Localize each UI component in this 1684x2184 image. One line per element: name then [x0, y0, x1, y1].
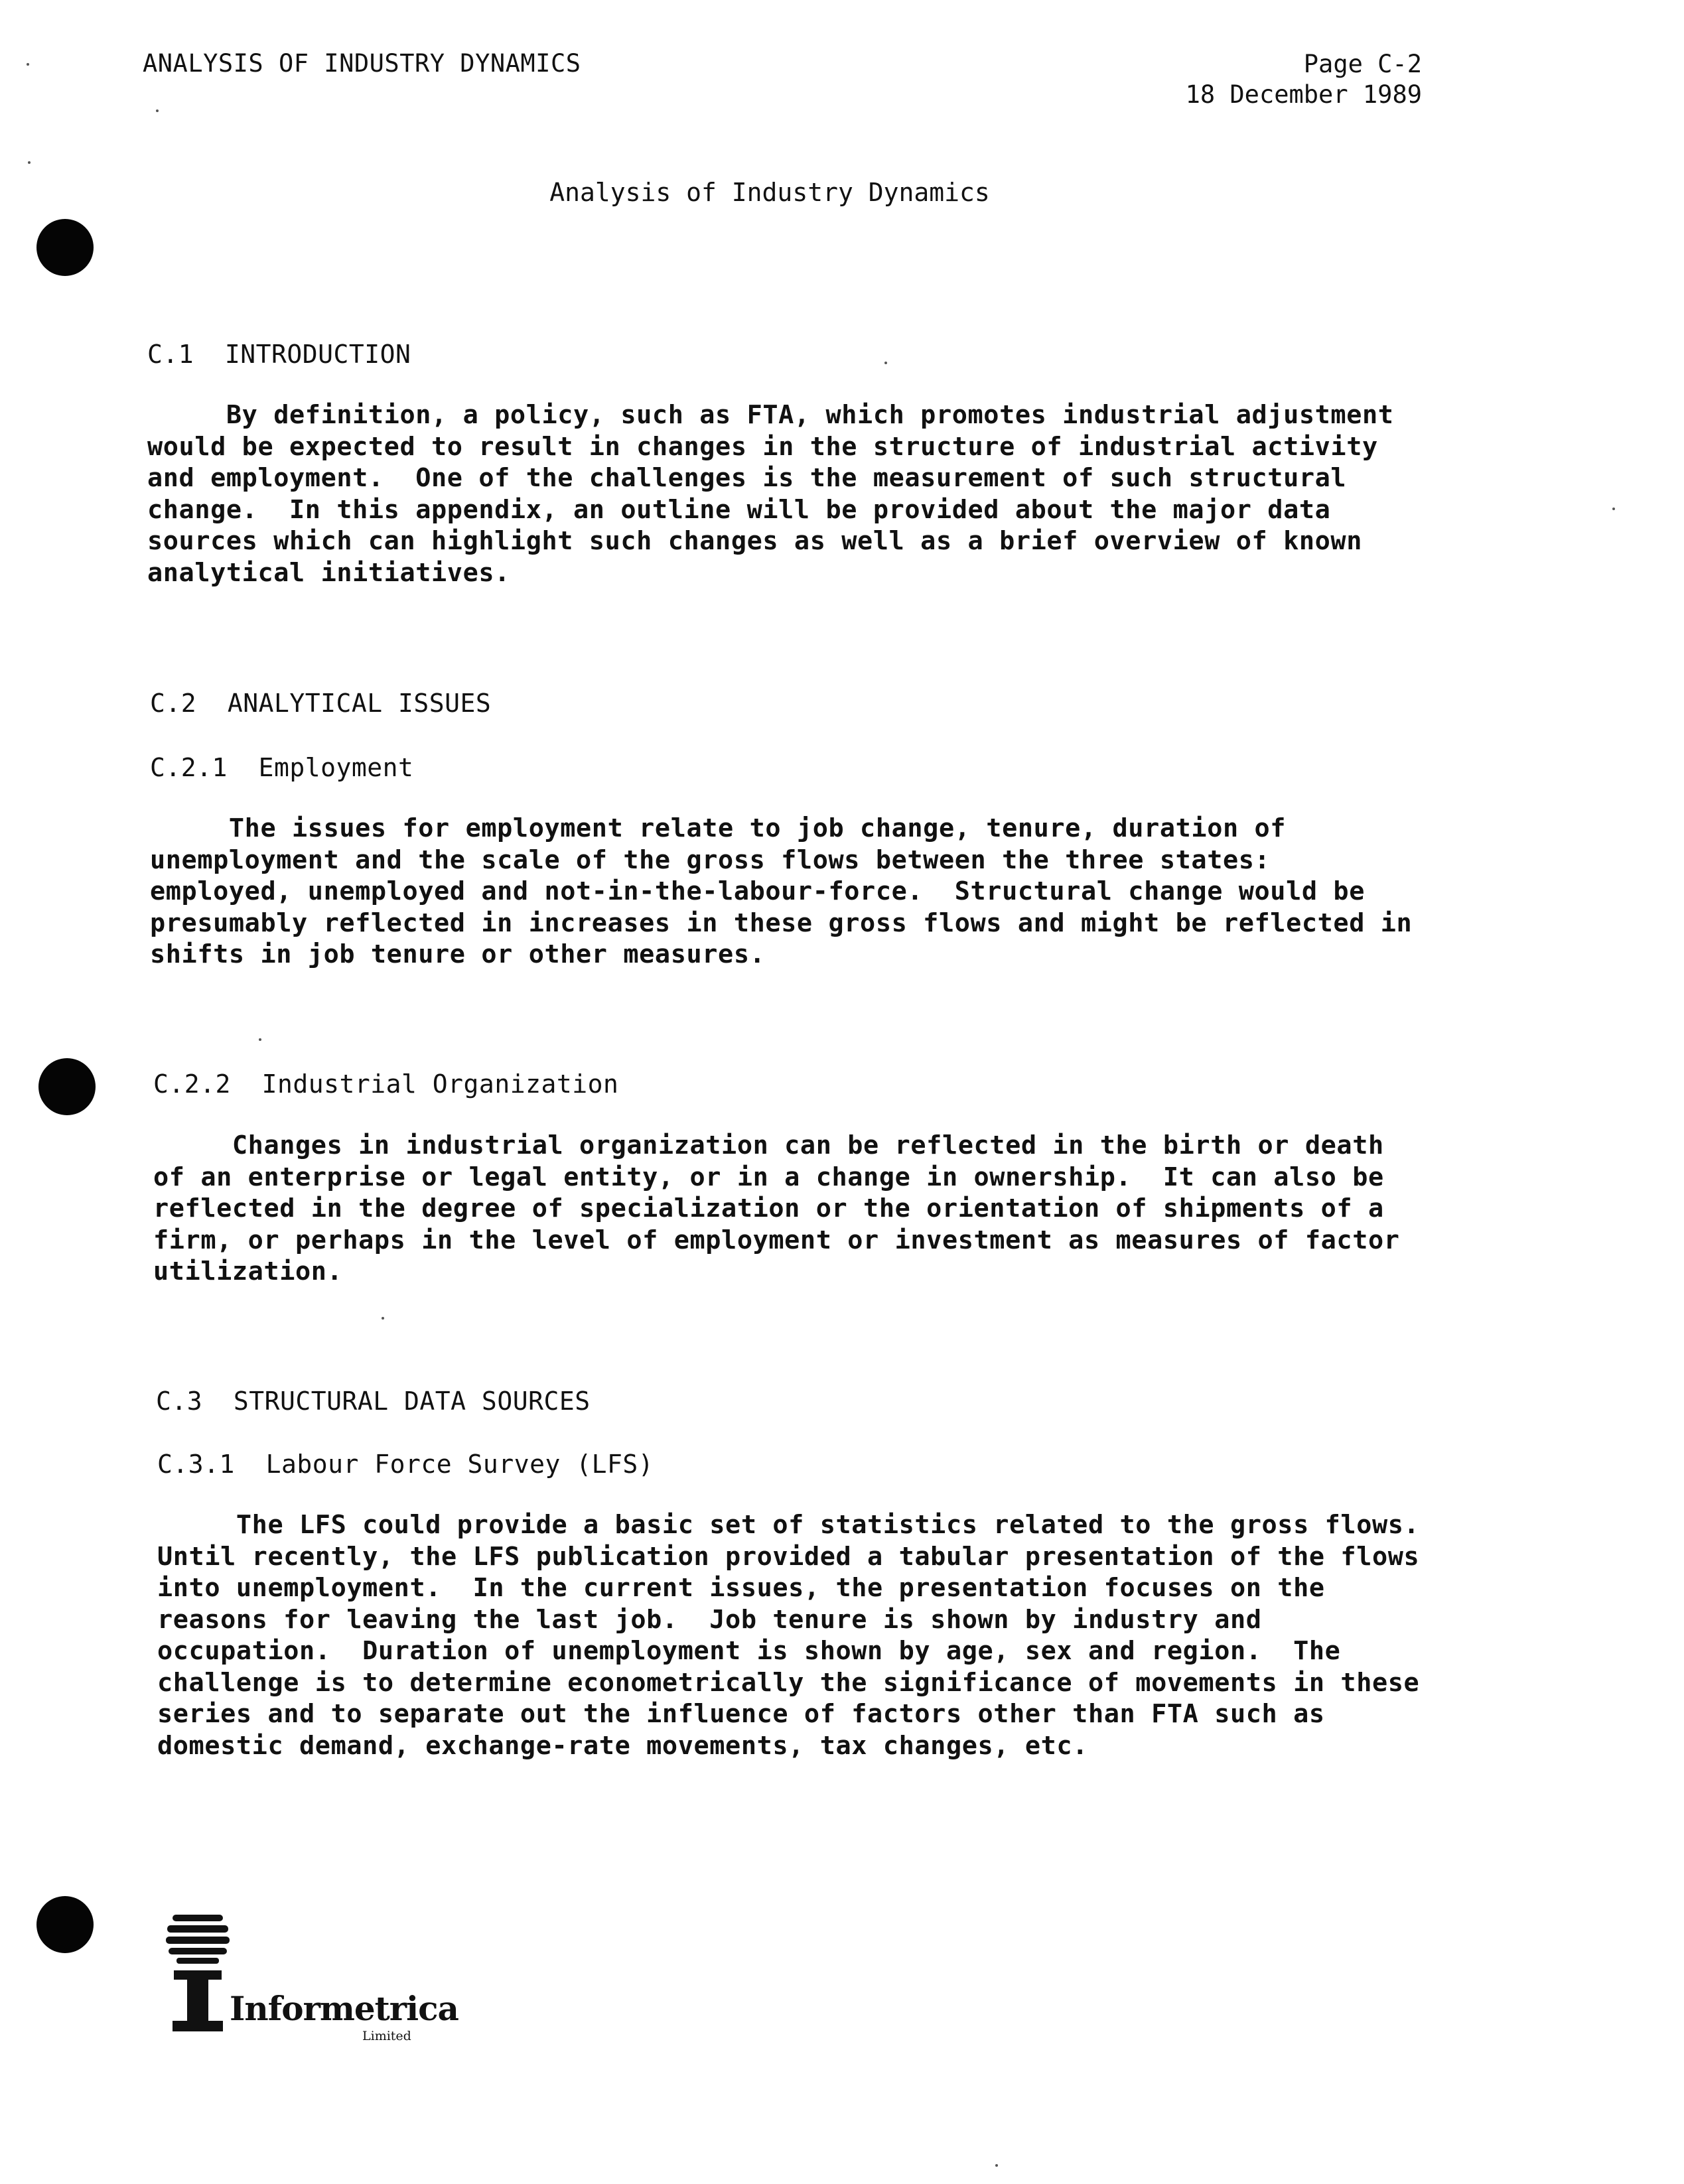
page-info [1186, 49, 1422, 110]
binder-hole-middle [38, 1058, 96, 1115]
section-heading-c31: C.3.1 Labour Force Survey (LFS) [157, 1450, 654, 1479]
section-heading-c3: C.3 STRUCTURAL DATA SOURCES [156, 1387, 591, 1416]
scan-speck [27, 63, 29, 66]
paragraph-employment: The issues for employment relate to job change, tenure, duration of unemployment and the scale of the gross flows between the three states: employed, unemployed and not-in-the-labour-force. Structural change would be presumably reflected in increases in these gross flows and might be reflected in shifts in job tenure or other measures. [150, 813, 1413, 969]
scan-speck [382, 1317, 384, 1320]
document-date: 18 December 1989 [1185, 80, 1422, 109]
scan-speck [884, 362, 887, 364]
paragraph-labour-force-survey: The LFS could provide a basic set of statistics related to the gross flows. Until recently, the LFS publication provided a tabular presentation of the flows into unemployment. In the current issues, the presentation focuses on the reasons for leaving the last job. Job tenure is shown by industry and occupation. Duration of unemployment is shown by age, sex and region. The challenge is to determine econometrically the significance of movements in these series and to separate out the influence of factors other than FTA such as domestic demand, exchange-rate movements, tax changes, etc. [157, 1510, 1420, 1761]
logo-name: Informetrica [230, 1989, 458, 2028]
scan-speck [259, 1038, 261, 1041]
section-heading-c1: C.1 INTRODUCTION [147, 340, 411, 369]
scan-speck [995, 2164, 998, 2167]
section-heading-c2: C.2 ANALYTICAL ISSUES [150, 689, 492, 718]
page-title: Analysis of Industry Dynamics [549, 178, 990, 207]
scan-speck [156, 109, 159, 112]
logo-subtitle: Limited [362, 2029, 411, 2043]
globe-icon [165, 1909, 231, 2042]
section-heading-c22: C.2.2 Industrial Organization [153, 1069, 619, 1099]
page-number: Page C-2 [1303, 50, 1422, 78]
section-heading-c21: C.2.1 Employment [150, 753, 414, 782]
paragraph-industrial-organization: Changes in industrial organization can be reflected in the birth or death of an enterprise or legal entity, or in a change in ownership. It can also be reflected in the degree of specialization or the orientation of shipments of a firm, or perhaps in the level of employment or investment as measures of factor utilization. [153, 1130, 1400, 1286]
binder-hole-bottom [36, 1896, 94, 1953]
scan-speck [1612, 508, 1615, 510]
running-header: ANALYSIS OF INDUSTRY DYNAMICS [143, 49, 581, 78]
binder-hole-top [36, 219, 94, 276]
scan-speck [28, 161, 31, 164]
paragraph-introduction: By definition, a policy, such as FTA, which promotes industrial adjustment would be expected to result in changes in the structure of industrial activity and employment. One of the challenges is the measurement of such structural change. In this appendix, an outline will be provided about the major data sources which can highlight such changes as well as a brief overview of known analytical initiatives. [147, 400, 1394, 588]
informetrica-logo [165, 1909, 458, 2043]
